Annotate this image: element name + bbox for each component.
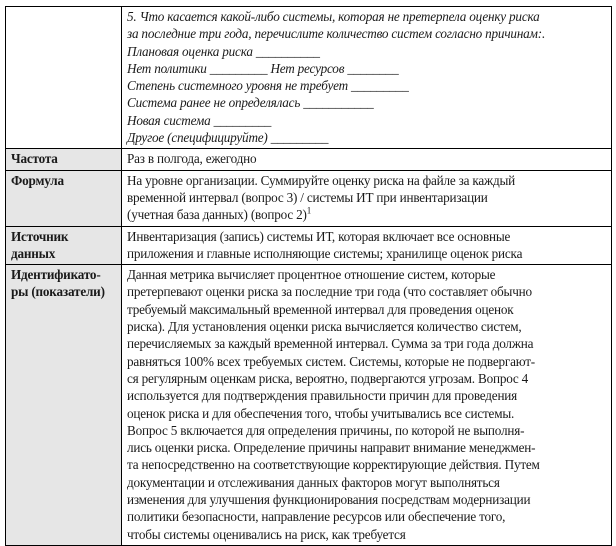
indicators-line: риска). Для установления оценки риска вычисляется количество систем,	[127, 319, 522, 335]
indicators-line: лись оценки риска. Определение причины направит внимание менеджмен-	[127, 440, 536, 456]
indicators-line: равняться 100% всех требуемых систем. Системы, которые не подвергают-	[127, 353, 535, 369]
question5-row	[6, 7, 612, 149]
reason-new-system: Новая система _________	[127, 112, 272, 128]
indicators-line: используется для подтверждения правильности причин для проведения	[127, 388, 518, 404]
question5-line: за последние три года, перечислите количество систем согласно причинам:.	[127, 26, 546, 42]
indicators-value	[122, 265, 612, 546]
source-label-line: данных	[11, 245, 56, 261]
question5-cell	[122, 7, 612, 149]
indicators-line: перечисляемых за каждый временной интервал. Сумма за три года должна	[127, 336, 534, 352]
indicators-row	[6, 265, 612, 546]
source-line: приложения и главные исполняющие системы; хранилище оценок риска	[127, 245, 523, 261]
formula-line: временной интервал (вопрос 3) / системы ИТ при инвентаризации	[127, 189, 488, 205]
formula-footnote: 1	[306, 205, 311, 216]
source-value	[122, 226, 612, 265]
frequency-row	[6, 149, 612, 170]
reason-planned: Плановая оценка риска __________	[127, 43, 320, 59]
indicators-line: требуемый максимальный временной интервал для проведения оценок	[127, 301, 514, 317]
indicators-line: чтобы системы оценивались на риск, как требуется	[127, 526, 406, 542]
formula-line-text: (учетная база данных) (вопрос 2)	[127, 207, 307, 223]
indicators-line: Данная метрика вычисляет процентное отношение систем, которые	[127, 267, 496, 283]
question5-line: 5. Что касается какой-либо системы, которая не претерпела оценку риска	[127, 9, 540, 24]
indicators-line: изменения для улучшения функционирования посредствам модернизации	[127, 492, 531, 508]
formula-row	[6, 170, 612, 226]
reason-no-policy-no-resources: Нет политики _________ Нет ресурсов ________	[127, 60, 399, 76]
question5-empty-cell	[6, 7, 122, 149]
indicators-label	[6, 265, 122, 546]
source-line: Инвентаризация (запись) системы ИТ, которая включает все основные	[127, 228, 511, 244]
frequency-value: Раз в полгода, ежегодно	[122, 149, 612, 170]
frequency-label: Частота	[6, 149, 122, 170]
indicators-label-line: Идентификато-	[11, 267, 101, 283]
formula-label: Формула	[6, 170, 122, 226]
reason-not-identified: Система ранее не определялась ___________	[127, 95, 374, 111]
formula-line-last	[127, 206, 607, 223]
indicators-label-line: ры (показатели)	[11, 284, 105, 300]
source-row	[6, 226, 612, 265]
indicators-line: политики безопасности, направление ресурсов или обеспечение того,	[127, 509, 506, 525]
metric-table	[5, 6, 612, 546]
indicators-line: та непосредственно на соответствующие корректирующие действия. Путем	[127, 457, 540, 473]
reason-other: Другое (специфицируйте) _________	[127, 130, 329, 146]
formula-value	[122, 170, 612, 226]
metric-page	[5, 6, 611, 546]
indicators-line: претерпевают оценки риска за последние три года (что составляет обычно	[127, 284, 532, 300]
source-label-line: Источник	[11, 228, 69, 244]
indicators-line: Вопрос 5 включается для определения причины, по которой не выполня-	[127, 422, 525, 438]
reason-system-level: Степень системного уровня не требует _________	[127, 78, 409, 94]
indicators-line: документации и отслеживания данных факторов могут выполняться	[127, 474, 500, 490]
indicators-line: оценок риска и для обеспечения того, чтобы учитывались все системы.	[127, 405, 515, 421]
source-label	[6, 226, 122, 265]
indicators-line: ся регулярным оценкам риска, вероятно, подвергаются угрозам. Вопрос 4	[127, 370, 529, 386]
formula-line: На уровне организации. Суммируйте оценку риска на файле за каждый	[127, 172, 515, 188]
